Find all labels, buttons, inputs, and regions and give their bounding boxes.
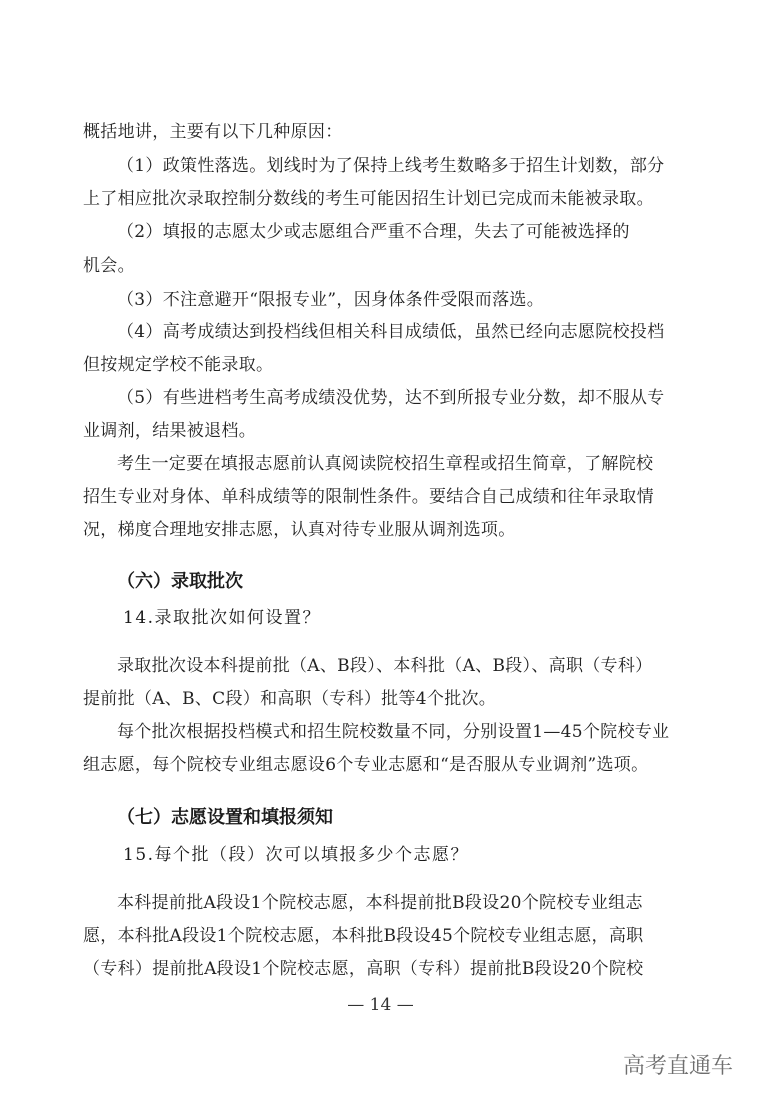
paragraph-line: 考生一定要在填报志愿前认真阅读院校招生章程或招生简章，了解院校 <box>117 454 654 474</box>
section-heading: （七）志愿设置和填报须知 <box>117 807 333 828</box>
question-title: 14.录取批次如何设置？ <box>123 608 322 628</box>
watermark: 高考直通车 <box>622 1054 733 1079</box>
paragraph-line: （3）不注意避开“限报专业”，因身体条件受限而落选。 <box>117 290 544 310</box>
paragraph-line: （1）政策性落选。划线时为了保持上线考生数略多于招生计划数，部分 <box>117 156 665 176</box>
paragraph-line: 上了相应批次录取控制分数线的考生可能因招生计划已完成而未能被录取。 <box>83 189 654 209</box>
paragraph-line: 提前批（A、B、C段）和高职（专科）批等4个批次。 <box>83 689 497 709</box>
paragraph-line: 业调剂，结果被退档。 <box>83 421 256 441</box>
paragraph-line: 况，梯度合理地安排志愿，认真对待专业服从调剂选项。 <box>83 520 516 540</box>
paragraph-line: 录取批次设本科提前批（A、B段）、本科批（A、B段）、高职（专科） <box>117 656 653 676</box>
paragraph-line: 每个批次根据投档模式和招生院校数量不同，分别设置1—45个院校专业 <box>117 722 670 742</box>
question-title: 15.每个批（段）次可以填报多少个志愿？ <box>123 845 470 865</box>
paragraph-line: 本科提前批A段设1个院校志愿，本科提前批B段设20个院校专业组志 <box>117 893 643 913</box>
paragraph-line: 机会。 <box>83 256 135 276</box>
paragraph-line: 组志愿，每个院校专业组志愿设6个专业志愿和“是否服从专业调剂”选项。 <box>83 755 649 775</box>
paragraph-line: （2）填报的志愿太少或志愿组合严重不合理，失去了可能被选择的 <box>117 222 630 242</box>
paragraph-line: （专科）提前批A段设1个院校志愿，高职（专科）提前批B段设20个院校 <box>83 959 644 979</box>
paragraph-line: 招生专业对身体、单科成绩等的限制性条件。要结合自己成绩和往年录取情 <box>83 487 654 507</box>
paragraph-line: 愿，本科批A段设1个院校志愿，本科批B段设45个院校专业组志愿，高职 <box>83 926 644 946</box>
section-heading: （六）录取批次 <box>117 571 243 592</box>
paragraph-line: 但按规定学校不能录取。 <box>83 355 274 375</box>
paragraph-line: （5）有些进档考生高考成绩没优势，达不到所报专业分数，却不服从专 <box>117 388 665 408</box>
page-number: — 14 — <box>347 995 414 1015</box>
paragraph-line: （4）高考成绩达到投档线但相关科目成绩低，虽然已经向志愿院校投档 <box>117 322 665 342</box>
paragraph-line: 概括地讲，主要有以下几种原因： <box>83 122 343 142</box>
